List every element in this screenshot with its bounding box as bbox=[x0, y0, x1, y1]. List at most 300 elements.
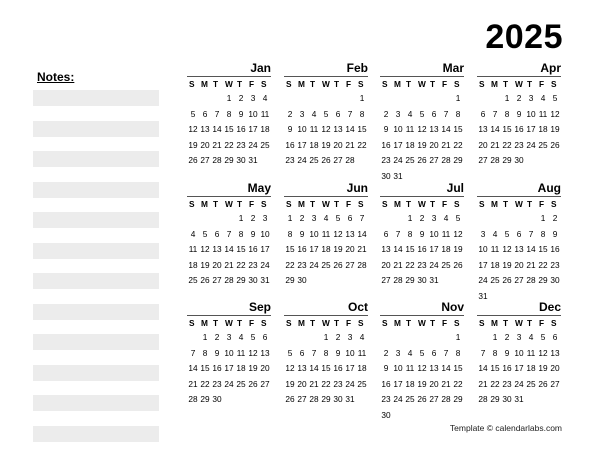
day-cell: 22 bbox=[502, 139, 512, 150]
day-cell: 15 bbox=[538, 244, 548, 254]
day-cell: 1 bbox=[455, 332, 461, 342]
weekday-label: F bbox=[346, 79, 352, 89]
day-cell bbox=[211, 91, 223, 107]
day-cell: 8 bbox=[226, 108, 232, 119]
day-cell: 21 bbox=[441, 378, 451, 389]
day-cell: 24 bbox=[393, 155, 403, 165]
day-cell: 23 bbox=[285, 155, 295, 165]
day-cell bbox=[392, 91, 404, 107]
week-row bbox=[380, 242, 464, 258]
day-cell bbox=[537, 153, 549, 169]
day-cell: 4 bbox=[359, 332, 365, 342]
day-cell: 30 bbox=[514, 155, 524, 165]
day-cell bbox=[308, 273, 320, 289]
day-cell: 22 bbox=[453, 139, 463, 150]
day-cell: 7 bbox=[311, 347, 317, 358]
day-cell: 22 bbox=[200, 378, 210, 389]
day-cell: 25 bbox=[321, 259, 331, 270]
day-cell: 26 bbox=[248, 378, 258, 389]
day-cell: 11 bbox=[490, 244, 500, 254]
day-cell: 22 bbox=[285, 259, 295, 270]
weekday-label: T bbox=[406, 79, 412, 89]
footer-credit: Template © calendarlabs.com bbox=[449, 423, 562, 433]
day-cell bbox=[525, 392, 537, 408]
day-cell: 9 bbox=[383, 124, 389, 134]
day-cell: 24 bbox=[526, 139, 536, 150]
day-cell: 16 bbox=[285, 139, 295, 150]
day-cell: 1 bbox=[226, 93, 232, 103]
week-row bbox=[284, 227, 368, 243]
day-cell bbox=[428, 330, 440, 346]
week-row bbox=[380, 392, 464, 408]
weekday-label: S bbox=[189, 79, 195, 89]
note-line[interactable] bbox=[33, 304, 159, 320]
note-line[interactable] bbox=[33, 334, 159, 350]
day-cell: 30 bbox=[212, 394, 222, 404]
month-name: Oct bbox=[347, 300, 368, 314]
day-cell bbox=[308, 330, 320, 346]
day-cell: 16 bbox=[248, 244, 258, 254]
day-cell: 4 bbox=[262, 93, 268, 103]
month-feb bbox=[284, 61, 368, 169]
day-cell: 7 bbox=[359, 213, 365, 223]
day-cell: 5 bbox=[540, 332, 546, 342]
week-row bbox=[477, 242, 561, 258]
day-cell: 17 bbox=[526, 124, 536, 134]
weekday-label: M bbox=[394, 79, 401, 89]
day-cell: 1 bbox=[504, 93, 510, 103]
day-cell: 18 bbox=[260, 124, 270, 134]
weekday-header bbox=[477, 77, 561, 91]
day-cell bbox=[356, 153, 368, 169]
weekday-label: T bbox=[430, 79, 436, 89]
week-row bbox=[187, 330, 271, 346]
day-cell bbox=[223, 211, 235, 227]
day-cell bbox=[477, 330, 489, 346]
weekday-label: F bbox=[442, 79, 448, 89]
weekday-label: S bbox=[358, 79, 364, 89]
day-cell: 13 bbox=[550, 347, 560, 358]
day-cell: 29 bbox=[453, 155, 463, 165]
day-cell bbox=[223, 392, 235, 408]
day-cell: 3 bbox=[262, 213, 268, 223]
day-cell: 26 bbox=[285, 394, 295, 404]
day-cell bbox=[320, 91, 332, 107]
day-cell: 4 bbox=[492, 228, 498, 239]
day-cell: 21 bbox=[345, 139, 355, 150]
day-cell bbox=[332, 91, 344, 107]
month-nov bbox=[380, 300, 464, 423]
weekday-label: T bbox=[406, 318, 412, 328]
day-cell: 10 bbox=[248, 108, 258, 119]
month-aug bbox=[477, 181, 561, 304]
day-cell: 11 bbox=[538, 108, 548, 119]
note-line[interactable] bbox=[33, 426, 159, 442]
day-cell bbox=[477, 211, 489, 227]
day-cell: 29 bbox=[490, 394, 500, 404]
day-cell: 9 bbox=[504, 347, 510, 358]
note-line[interactable] bbox=[33, 273, 159, 289]
week-row bbox=[284, 392, 368, 408]
weekday-header bbox=[284, 77, 368, 91]
weekday-label: S bbox=[286, 318, 292, 328]
week-row bbox=[477, 153, 561, 169]
weekday-label: W bbox=[225, 199, 233, 209]
day-cell: 8 bbox=[323, 347, 329, 358]
day-cell bbox=[392, 408, 404, 424]
day-cell: 28 bbox=[357, 259, 367, 270]
day-cell: 6 bbox=[214, 228, 220, 239]
day-cell: 3 bbox=[347, 332, 353, 342]
day-cell: 2 bbox=[299, 213, 305, 223]
week-row bbox=[187, 91, 271, 107]
week-row bbox=[380, 211, 464, 227]
weekday-label: M bbox=[201, 318, 208, 328]
month-jul bbox=[380, 181, 464, 289]
day-cell: 24 bbox=[514, 378, 524, 389]
day-cell: 24 bbox=[224, 378, 234, 389]
month-apr bbox=[477, 61, 561, 169]
day-cell: 4 bbox=[407, 108, 413, 119]
day-cell: 18 bbox=[357, 363, 367, 373]
month-dec bbox=[477, 300, 561, 408]
weekday-label: T bbox=[213, 199, 219, 209]
month-name: Feb bbox=[346, 61, 368, 75]
day-cell: 10 bbox=[478, 244, 488, 254]
day-cell: 14 bbox=[478, 363, 488, 373]
day-cell: 15 bbox=[357, 124, 367, 134]
day-cell: 27 bbox=[381, 275, 391, 285]
day-cell: 6 bbox=[262, 332, 268, 342]
note-line[interactable] bbox=[33, 395, 159, 411]
day-cell: 6 bbox=[431, 108, 437, 119]
day-cell: 2 bbox=[383, 108, 389, 119]
day-cell: 19 bbox=[417, 378, 427, 389]
day-cell: 9 bbox=[335, 347, 341, 358]
weekday-label: S bbox=[189, 199, 195, 209]
weekday-label: M bbox=[298, 318, 305, 328]
day-cell bbox=[259, 392, 271, 408]
weekday-label: S bbox=[261, 318, 267, 328]
weekday-label: T bbox=[310, 199, 316, 209]
day-cell: 6 bbox=[480, 108, 486, 119]
week-row bbox=[380, 153, 464, 169]
weekday-label: M bbox=[491, 79, 498, 89]
day-cell bbox=[404, 408, 416, 424]
day-cell: 27 bbox=[550, 378, 560, 389]
note-line[interactable] bbox=[33, 90, 159, 106]
weekday-label: F bbox=[539, 199, 545, 209]
day-cell: 18 bbox=[321, 244, 331, 254]
week-row bbox=[477, 273, 561, 289]
day-cell: 9 bbox=[552, 228, 558, 239]
day-cell: 18 bbox=[188, 259, 198, 270]
day-cell: 17 bbox=[345, 363, 355, 373]
day-cell: 10 bbox=[514, 347, 524, 358]
day-cell: 28 bbox=[345, 155, 355, 165]
day-cell: 26 bbox=[417, 155, 427, 165]
note-line[interactable] bbox=[33, 212, 159, 228]
day-cell: 23 bbox=[381, 394, 391, 404]
month-name: Apr bbox=[540, 61, 561, 75]
day-cell: 16 bbox=[502, 363, 512, 373]
day-cell bbox=[452, 273, 464, 289]
day-cell: 7 bbox=[528, 228, 534, 239]
day-cell: 3 bbox=[395, 108, 401, 119]
weekday-label: W bbox=[515, 79, 523, 89]
day-cell: 19 bbox=[538, 363, 548, 373]
week-row bbox=[380, 273, 464, 289]
day-cell: 14 bbox=[441, 124, 451, 134]
day-cell bbox=[380, 91, 392, 107]
day-cell: 11 bbox=[526, 347, 536, 358]
week-row bbox=[187, 122, 271, 138]
week-row bbox=[380, 408, 464, 424]
day-cell: 8 bbox=[287, 228, 293, 239]
day-cell: 2 bbox=[383, 347, 389, 358]
day-cell: 17 bbox=[260, 244, 270, 254]
day-cell: 11 bbox=[236, 347, 246, 358]
day-cell: 18 bbox=[309, 139, 319, 150]
week-row bbox=[380, 258, 464, 274]
weekday-label: W bbox=[515, 318, 523, 328]
day-cell: 30 bbox=[333, 394, 343, 404]
day-cell: 30 bbox=[550, 275, 560, 285]
weekday-label: T bbox=[237, 79, 243, 89]
day-cell: 17 bbox=[429, 244, 439, 254]
week-row bbox=[187, 361, 271, 377]
day-cell: 5 bbox=[190, 108, 196, 119]
day-cell: 21 bbox=[212, 139, 222, 150]
day-cell: 14 bbox=[526, 244, 536, 254]
day-cell: 1 bbox=[238, 213, 244, 223]
day-cell: 10 bbox=[526, 108, 536, 119]
day-cell: 21 bbox=[441, 139, 451, 150]
day-cell: 26 bbox=[550, 139, 560, 150]
day-cell: 13 bbox=[429, 124, 439, 134]
day-cell: 15 bbox=[502, 124, 512, 134]
day-cell: 19 bbox=[550, 124, 560, 134]
day-cell: 1 bbox=[492, 332, 498, 342]
day-cell: 20 bbox=[429, 139, 439, 150]
day-cell: 26 bbox=[453, 259, 463, 270]
day-cell: 14 bbox=[490, 124, 500, 134]
day-cell: 21 bbox=[393, 259, 403, 270]
day-cell: 5 bbox=[335, 213, 341, 223]
day-cell bbox=[296, 91, 308, 107]
week-row bbox=[187, 258, 271, 274]
day-cell: 27 bbox=[260, 378, 270, 389]
day-cell: 17 bbox=[393, 378, 403, 389]
day-cell: 15 bbox=[236, 244, 246, 254]
day-cell: 25 bbox=[441, 259, 451, 270]
day-cell: 19 bbox=[200, 259, 210, 270]
week-row bbox=[477, 211, 561, 227]
week-row bbox=[284, 377, 368, 393]
day-cell: 6 bbox=[516, 228, 522, 239]
day-cell: 16 bbox=[333, 363, 343, 373]
weekday-label: S bbox=[382, 79, 388, 89]
day-cell: 25 bbox=[405, 155, 415, 165]
day-cell: 25 bbox=[526, 378, 536, 389]
day-cell: 15 bbox=[321, 363, 331, 373]
day-cell: 3 bbox=[311, 213, 317, 223]
day-cell: 28 bbox=[526, 275, 536, 285]
day-cell: 29 bbox=[224, 155, 234, 165]
day-cell: 27 bbox=[429, 394, 439, 404]
note-line[interactable] bbox=[33, 151, 159, 167]
day-cell: 18 bbox=[236, 363, 246, 373]
day-cell bbox=[489, 211, 501, 227]
day-cell: 8 bbox=[504, 108, 510, 119]
day-cell: 28 bbox=[441, 155, 451, 165]
day-cell: 12 bbox=[453, 228, 463, 239]
day-cell: 27 bbox=[514, 275, 524, 285]
day-cell: 24 bbox=[345, 378, 355, 389]
day-cell: 12 bbox=[538, 347, 548, 358]
day-cell: 26 bbox=[333, 259, 343, 270]
weekday-label: T bbox=[213, 79, 219, 89]
day-cell: 13 bbox=[345, 228, 355, 239]
week-row bbox=[284, 91, 368, 107]
weekday-label: S bbox=[261, 79, 267, 89]
day-cell: 18 bbox=[405, 139, 415, 150]
day-cell bbox=[392, 330, 404, 346]
day-cell: 23 bbox=[502, 378, 512, 389]
day-cell: 11 bbox=[357, 347, 367, 358]
day-cell: 29 bbox=[502, 155, 512, 165]
note-line[interactable] bbox=[33, 243, 159, 259]
day-cell: 21 bbox=[490, 139, 500, 150]
day-cell: 23 bbox=[417, 259, 427, 270]
week-row bbox=[284, 273, 368, 289]
day-cell bbox=[187, 330, 199, 346]
day-cell: 23 bbox=[333, 378, 343, 389]
note-line[interactable] bbox=[33, 182, 159, 198]
day-cell: 15 bbox=[285, 244, 295, 254]
day-cell: 12 bbox=[417, 124, 427, 134]
day-cell: 16 bbox=[236, 124, 246, 134]
note-line[interactable] bbox=[33, 365, 159, 381]
weekday-header bbox=[477, 197, 561, 211]
day-cell: 6 bbox=[383, 228, 389, 239]
week-row bbox=[380, 346, 464, 362]
day-cell: 22 bbox=[453, 378, 463, 389]
day-cell: 25 bbox=[188, 275, 198, 285]
day-cell: 25 bbox=[405, 394, 415, 404]
week-row bbox=[187, 377, 271, 393]
day-cell bbox=[404, 91, 416, 107]
day-cell: 25 bbox=[309, 155, 319, 165]
day-cell: 2 bbox=[516, 93, 522, 103]
day-cell: 23 bbox=[248, 259, 258, 270]
day-cell: 4 bbox=[528, 332, 534, 342]
note-line[interactable] bbox=[33, 121, 159, 137]
weekday-label: W bbox=[515, 199, 523, 209]
weekday-label: F bbox=[346, 199, 352, 209]
day-cell: 23 bbox=[550, 259, 560, 270]
week-row bbox=[477, 227, 561, 243]
month-sep bbox=[187, 300, 271, 408]
day-cell: 21 bbox=[224, 259, 234, 270]
day-cell: 29 bbox=[321, 394, 331, 404]
day-cell: 16 bbox=[550, 244, 560, 254]
week-row bbox=[187, 273, 271, 289]
day-cell bbox=[416, 330, 428, 346]
day-cell: 21 bbox=[357, 244, 367, 254]
weekday-label: S bbox=[551, 318, 557, 328]
weekday-label: T bbox=[213, 318, 219, 328]
day-cell: 28 bbox=[490, 155, 500, 165]
day-cell bbox=[356, 392, 368, 408]
day-cell: 27 bbox=[297, 394, 307, 404]
day-cell: 27 bbox=[478, 155, 488, 165]
weekday-label: S bbox=[479, 79, 485, 89]
day-cell: 15 bbox=[453, 124, 463, 134]
day-cell: 3 bbox=[226, 332, 232, 342]
day-cell: 22 bbox=[405, 259, 415, 270]
day-cell: 6 bbox=[431, 347, 437, 358]
day-cell: 9 bbox=[238, 108, 244, 119]
day-cell: 28 bbox=[478, 394, 488, 404]
day-cell: 27 bbox=[212, 275, 222, 285]
day-cell: 2 bbox=[238, 93, 244, 103]
day-cell: 23 bbox=[514, 139, 524, 150]
day-cell: 5 bbox=[202, 228, 208, 239]
day-cell bbox=[525, 153, 537, 169]
day-cell: 12 bbox=[248, 347, 258, 358]
day-cell: 13 bbox=[478, 124, 488, 134]
week-row bbox=[284, 122, 368, 138]
weekday-label: W bbox=[322, 318, 330, 328]
day-cell: 17 bbox=[248, 124, 258, 134]
day-cell: 10 bbox=[260, 228, 270, 239]
day-cell: 2 bbox=[504, 332, 510, 342]
day-cell: 31 bbox=[248, 155, 258, 165]
day-cell: 8 bbox=[238, 228, 244, 239]
day-cell: 4 bbox=[311, 108, 317, 119]
day-cell: 22 bbox=[357, 139, 367, 150]
weekday-header bbox=[477, 316, 561, 330]
day-cell: 10 bbox=[224, 347, 234, 358]
day-cell bbox=[525, 211, 537, 227]
weekday-header bbox=[380, 77, 464, 91]
day-cell: 30 bbox=[236, 155, 246, 165]
day-cell: 3 bbox=[299, 108, 305, 119]
day-cell: 14 bbox=[309, 363, 319, 373]
weekday-label: W bbox=[322, 199, 330, 209]
month-name: Aug bbox=[537, 181, 561, 195]
day-cell bbox=[187, 91, 199, 107]
weekday-label: W bbox=[418, 199, 426, 209]
weekday-label: S bbox=[479, 318, 485, 328]
day-cell: 25 bbox=[490, 275, 500, 285]
weekday-label: S bbox=[189, 318, 195, 328]
day-cell: 16 bbox=[381, 139, 391, 150]
week-row bbox=[380, 122, 464, 138]
week-row bbox=[477, 91, 561, 107]
day-cell bbox=[187, 211, 199, 227]
weekday-label: W bbox=[225, 79, 233, 89]
day-cell: 30 bbox=[248, 275, 258, 285]
day-cell: 11 bbox=[405, 363, 415, 373]
day-cell: 10 bbox=[345, 347, 355, 358]
day-cell: 8 bbox=[492, 347, 498, 358]
day-cell: 18 bbox=[538, 124, 548, 134]
day-cell: 26 bbox=[321, 155, 331, 165]
week-row bbox=[284, 242, 368, 258]
weekday-label: F bbox=[249, 318, 255, 328]
